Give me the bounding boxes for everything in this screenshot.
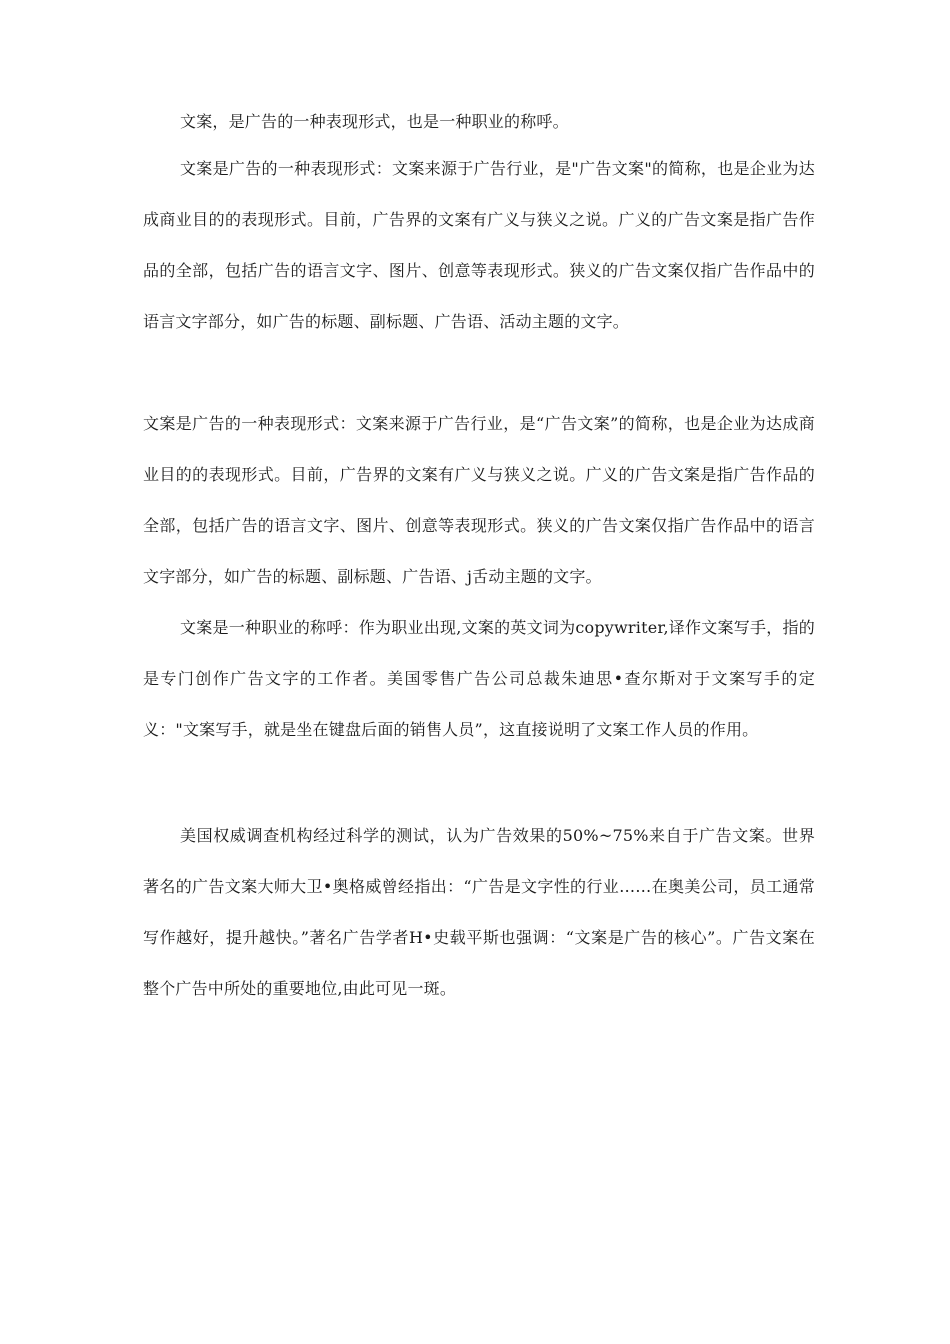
paragraph-definition-repeat: 文案是广告的一种表现形式：文案来源于广告行业，是“广告文案”的简称，也是企业为达成商业目的的表现形式。目前，广告界的文案有广义与狭义之说。广义的广告文案是指广告作品的全部，包括广告的语言文字、图片、创意等表现形式。狭义的广告文案仅指广告作品中的语言文字部分，如广告的标题、副标题、广告语、j舌动主题的文字。: [143, 414, 815, 586]
paragraph-importance: 美国权威调查机构经过科学的测试，认为广告效果的50%~75%来自于广告文案。世界著名的广告文案大师大卫•奥格威曾经指出：“广告是文字性的行业……在奥美公司，员工通常写作越好，提升越快。”著名广告学者H•史载平斯也强调：“文案是广告的核心”。广告文案在整个广告中所处的重要地位,由此可见一斑。: [143, 826, 815, 998]
paragraph-profession: 文案是一种职业的称呼：作为职业出现,文案的英文词为copywriter,译作文案写手，指的是专门创作广告文字的工作者。美国零售广告公司总裁朱迪思•查尔斯对于文案写手的定义："文案写手，就是坐在键盘后面的销售人员”，这直接说明了文案工作人员的作用。: [143, 618, 815, 739]
paragraph-definition: 文案是广告的一种表现形式：文案来源于广告行业，是"广告文案"的简称，也是企业为达成商业目的的表现形式。目前，广告界的文案有广义与狭义之说。广义的广告文案是指广告作品的全部，包括广告的语言文字、图片、创意等表现形式。狭义的广告文案仅指广告作品中的语言文字部分，如广告的标题、副标题、广告语、活动主题的文字。: [143, 159, 815, 331]
paragraph-intro: 文案，是广告的一种表现形式，也是一种职业的称呼。: [180, 112, 569, 131]
